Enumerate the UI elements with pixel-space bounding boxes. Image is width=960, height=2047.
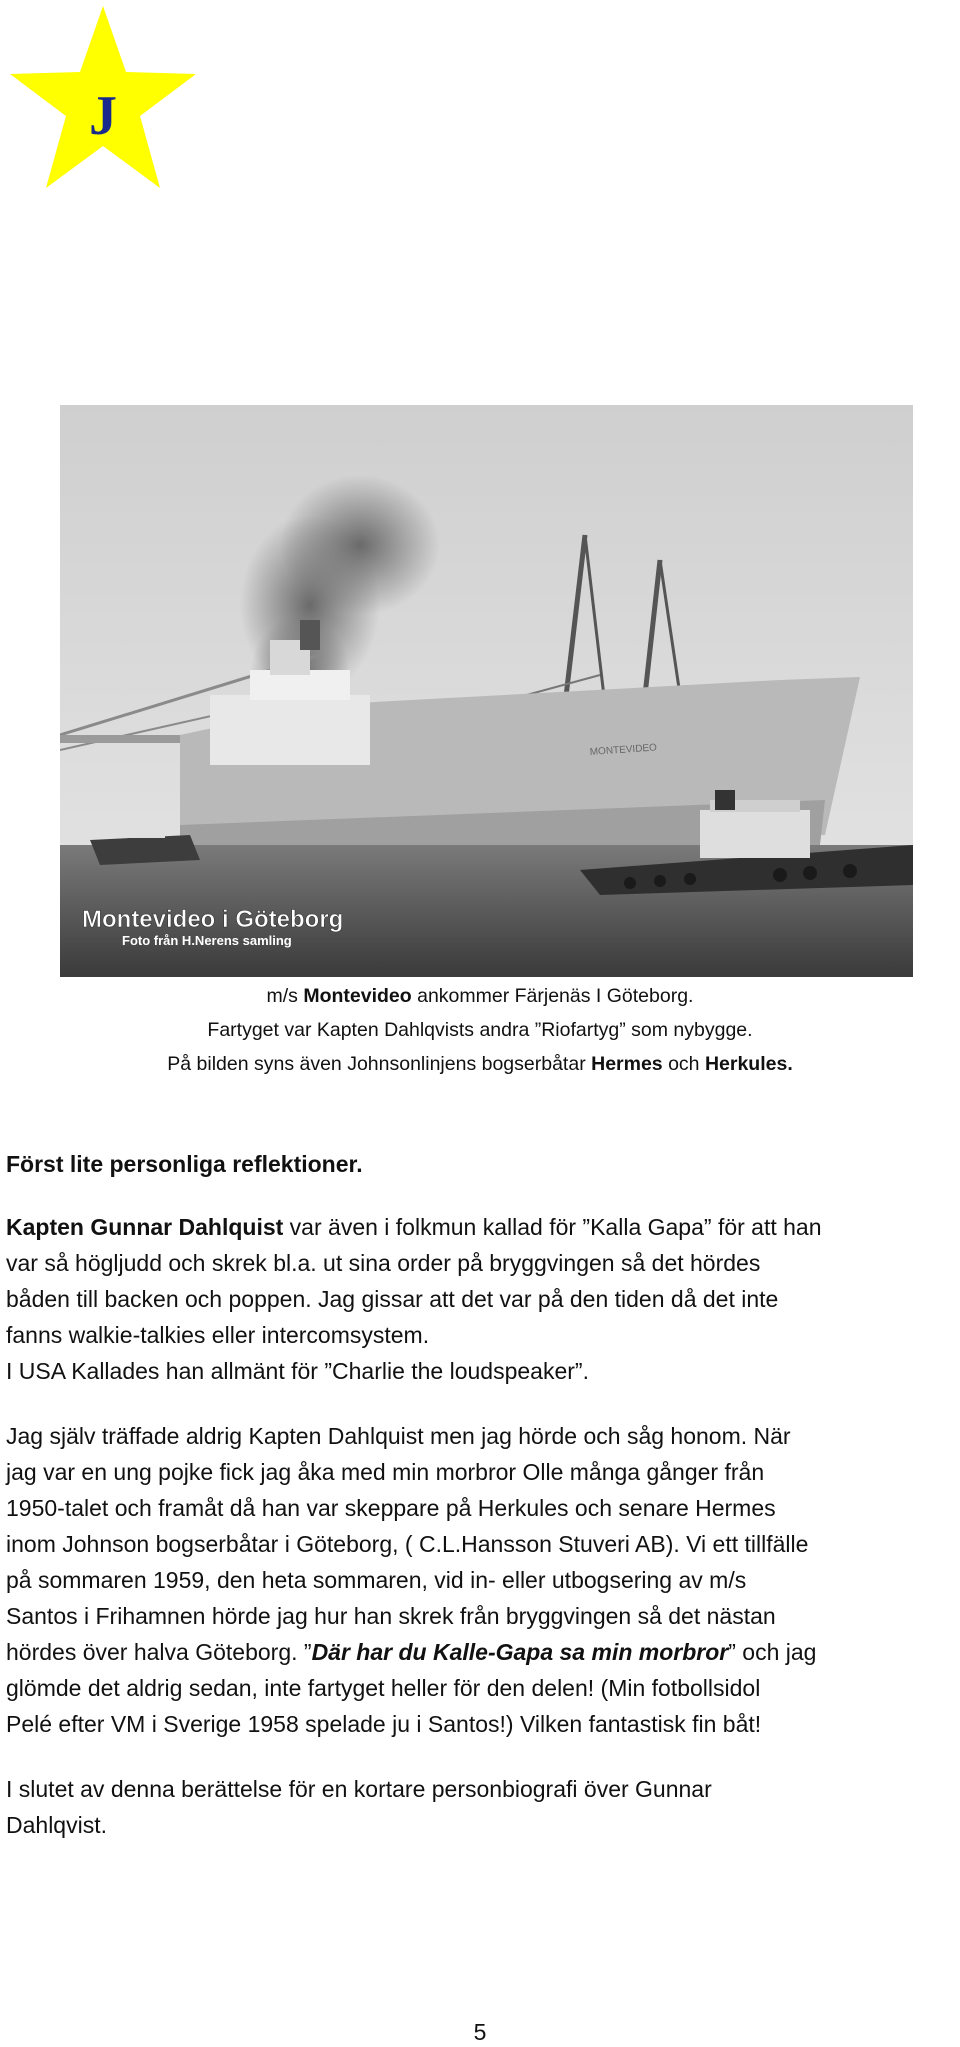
para2-line-2: jag var en ung pojke fick jag åka med min morbror Olle många gånger från	[6, 1459, 765, 1485]
para2-line-3: 1950-talet och framåt då han var skeppare på Herkules och senare Hermes	[6, 1495, 776, 1521]
star-logo-icon	[6, 4, 200, 192]
para2-line-5: på sommaren 1959, den heta sommaren, vid in- eller utbogsering av m/s	[6, 1567, 747, 1593]
para1-line-4: fanns walkie-talkies eller intercomsystem.	[6, 1322, 430, 1348]
tug-name-herkules: Herkules.	[704, 1053, 793, 1075]
ship-photo	[60, 405, 913, 977]
para1-line-1: Kapten Gunnar Dahlquist var även i folkmun kallad för ”Kalla Gapa” för att han	[6, 1214, 822, 1240]
para2-line-7: hördes över halva Göteborg. ”Där har du Kalle-Gapa sa min morbror” och jag	[6, 1639, 817, 1665]
para1-line-2: var så högljudd och skrek bl.a. ut sina order på bryggvingen så det hördes	[6, 1250, 761, 1276]
para2-line-6: Santos i Frihamnen hörde jag hur han skrek från bryggvingen så det nästan	[6, 1603, 776, 1629]
section-heading: Först lite personliga reflektioner.	[6, 1151, 363, 1177]
caption-line-2: Fartyget var Kapten Dahlqvists andra ”Riofartyg” som nybygge.	[207, 1019, 753, 1041]
para1-line-5: I USA Kallades han allmänt för ”Charlie the loudspeaker”.	[6, 1358, 589, 1384]
para3-line-2: Dahlqvist.	[6, 1812, 107, 1838]
para2-line-4: inom Johnson bogserbåtar i Göteborg, ( C.L.Hansson Stuveri AB). Vi ett tillfälle	[6, 1531, 809, 1557]
photo-credit: Foto från H.Nerens samling	[122, 933, 292, 948]
tug-name-hermes: Hermes	[591, 1053, 663, 1075]
page-number: 5	[473, 2019, 487, 2045]
ship-name: Montevideo	[303, 985, 412, 1007]
hull-name-text: MONTEVIDEO	[589, 742, 658, 758]
logo-letter: J	[89, 85, 117, 147]
para1-line-3: båden till backen och poppen. Jag gissar att det var på den tiden då det inte	[6, 1286, 779, 1312]
para2-line-8: glömde det aldrig sedan, inte fartyget heller för den delen! (Min fotbollsidol	[6, 1675, 761, 1701]
para3-line-1: I slutet av denna berättelse för en kortare personbiografi över Gunnar	[6, 1776, 712, 1802]
caption-line-1: m/s Montevideo ankommer Färjenäs I Göteborg.	[266, 985, 694, 1007]
para2-line-1: Jag själv träffade aldrig Kapten Dahlquist men jag hörde och såg honom. När	[6, 1423, 791, 1449]
photo-title: Montevideo i Göteborg	[82, 906, 344, 933]
quote-emphasis: Där har du Kalle-Gapa sa min morbror	[311, 1639, 729, 1665]
captain-name: Kapten Gunnar Dahlquist	[6, 1214, 284, 1240]
para2-line-9: Pelé efter VM i Sverige 1958 spelade ju i Santos!) Vilken fantastisk fin båt!	[6, 1711, 762, 1737]
caption-line-3: På bilden syns även Johnsonlinjens bogserbåtar Hermes och Herkules.	[167, 1053, 793, 1075]
